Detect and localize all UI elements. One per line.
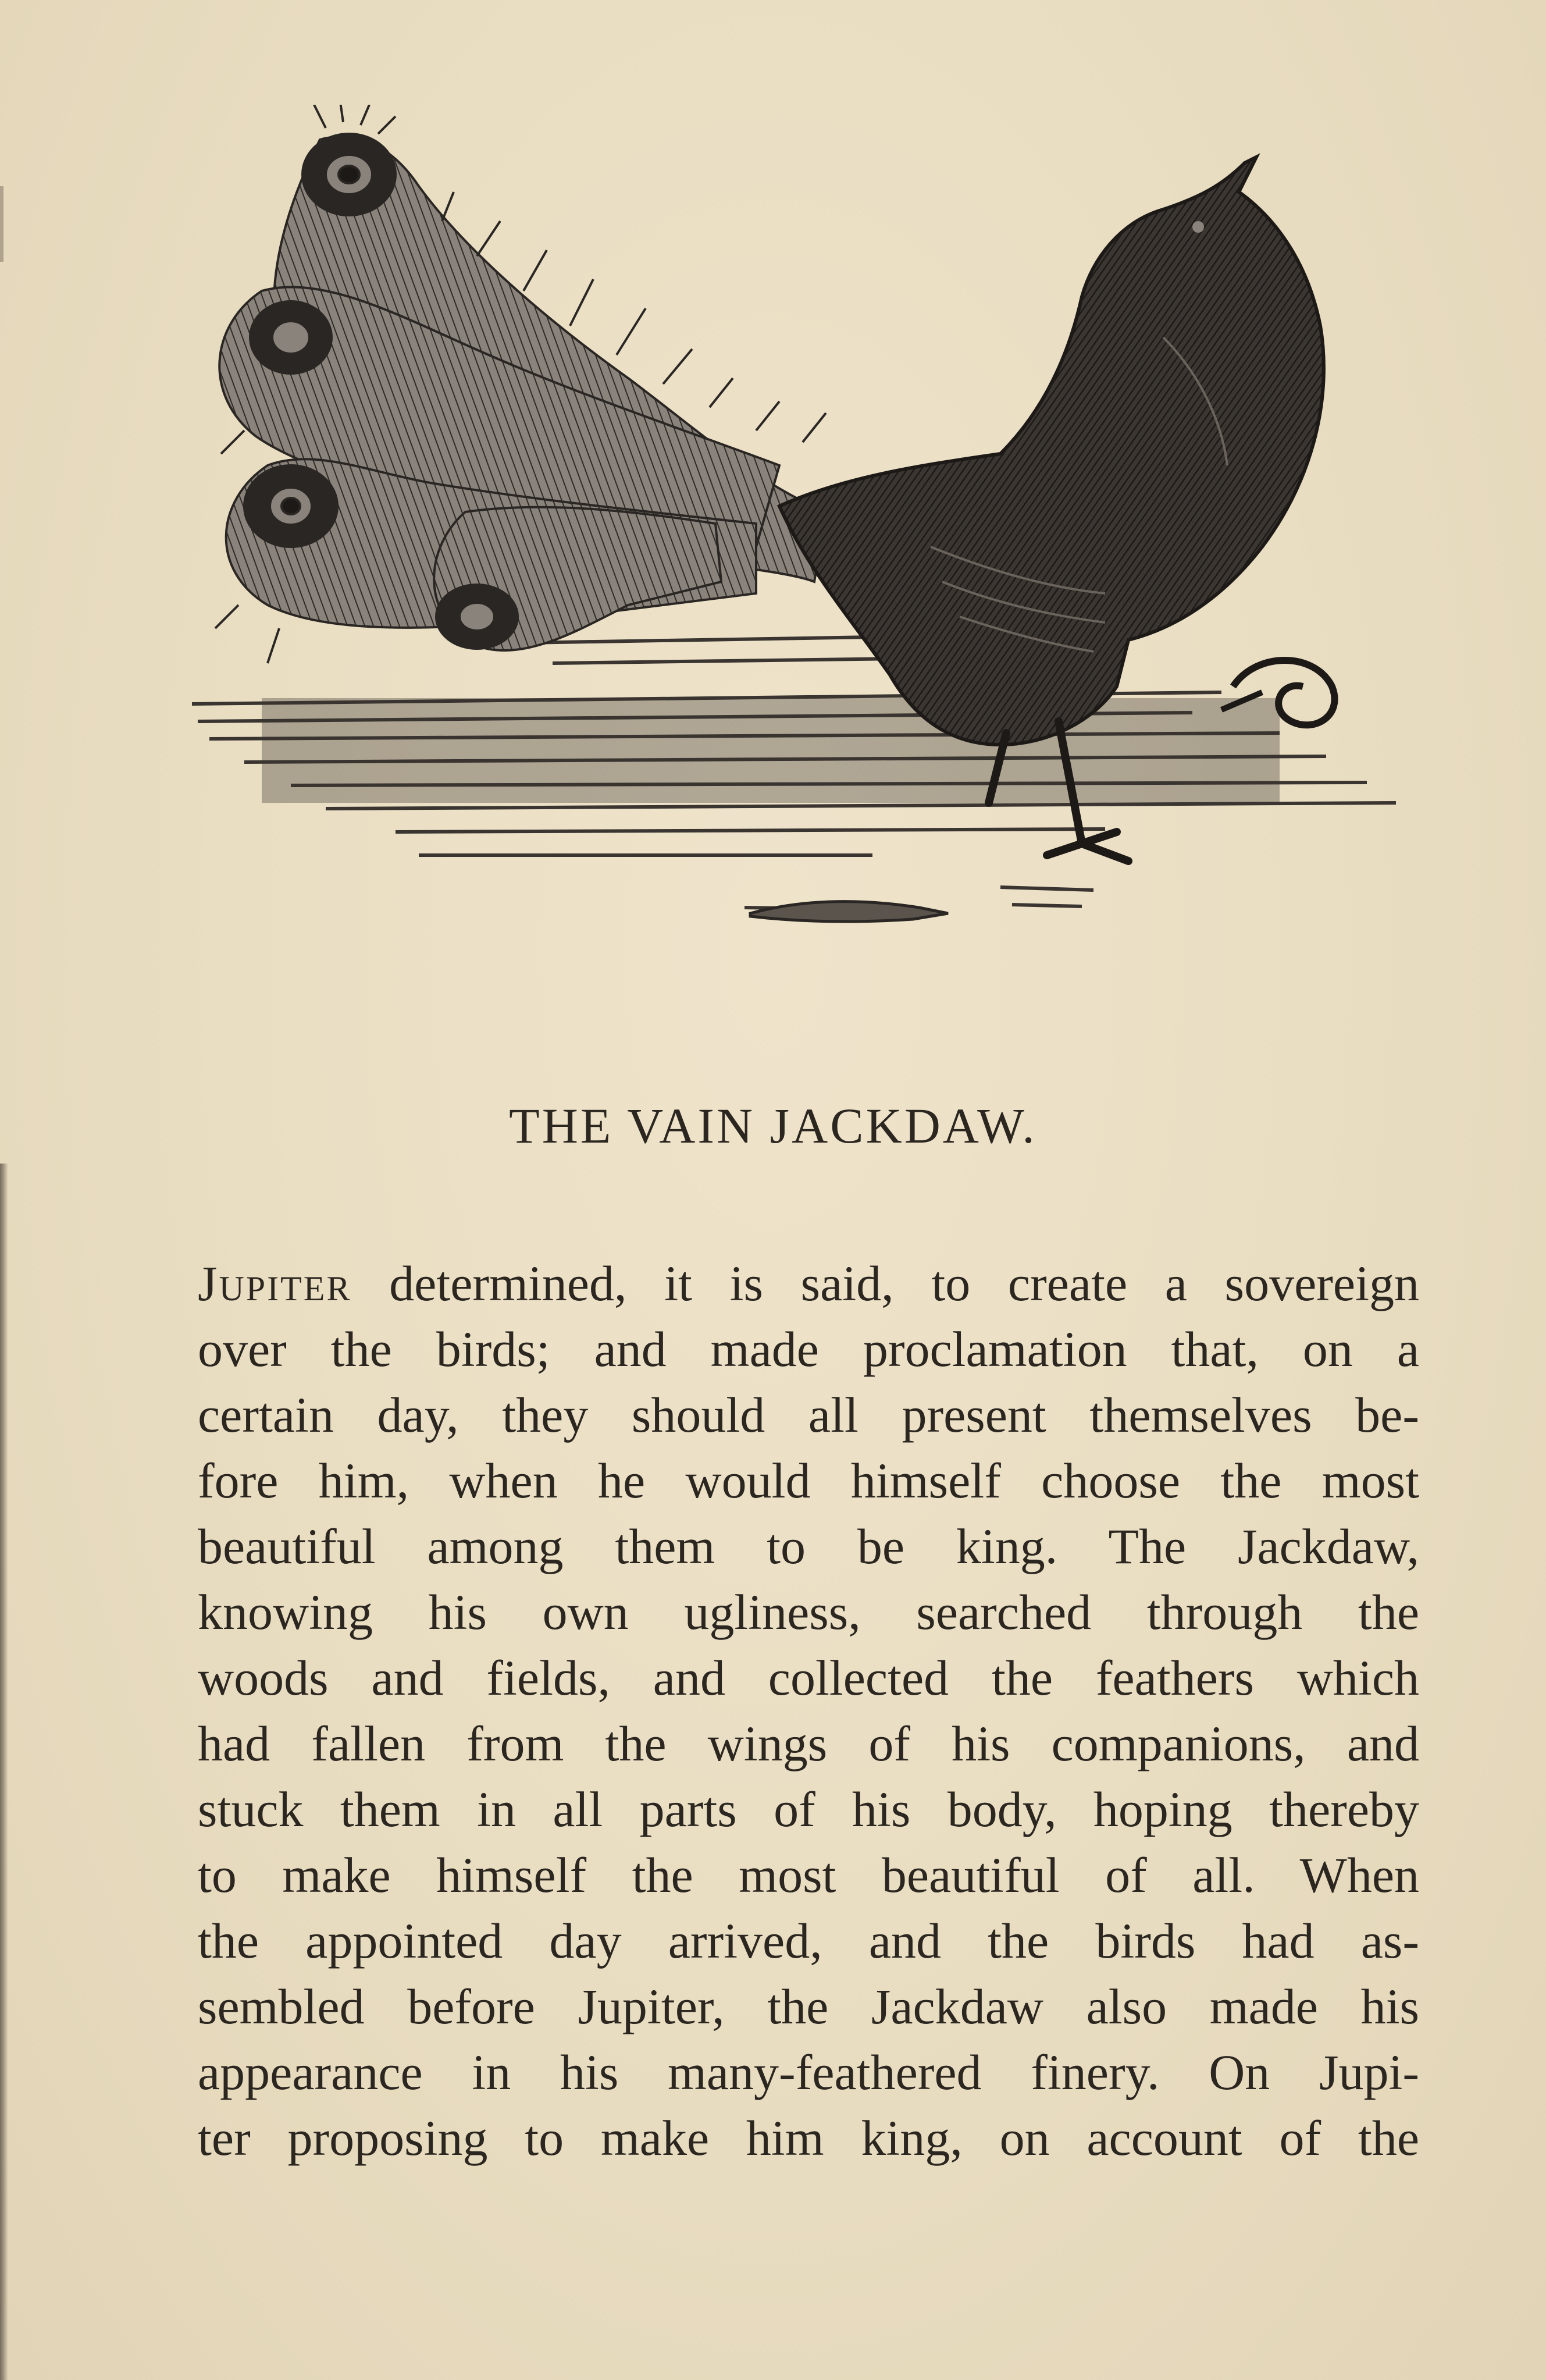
text-line: to make himself the most beautiful of all. When: [198, 1847, 1419, 1903]
text-line: the appointed day arrived, and the birds had as-: [198, 1913, 1419, 1969]
text-line: fore him, when he would himself choose the most: [198, 1453, 1419, 1509]
drop-word: Jupiter: [198, 1255, 352, 1311]
text-line: had fallen from the wings of his companions, and: [198, 1716, 1419, 1771]
text-line: appearance in his many-feathered finery. On Jupi-: [198, 2044, 1419, 2100]
text-line: ter proposing to make him king, on account of the: [198, 2110, 1419, 2166]
text-line: certain day, they should all present themselves be-: [198, 1387, 1419, 1443]
text-line: woods and fields, and collected the feathers which: [198, 1650, 1419, 1706]
text-line: sembled before Jupiter, the Jackdaw also made his: [198, 1979, 1419, 2034]
text-line: Jupiter determined, it is said, to create a sovereign: [198, 1255, 1419, 1311]
peacock-feathers: [219, 134, 826, 650]
text-line: beautiful among them to be king. The Jackdaw,: [198, 1518, 1419, 1574]
story-body: [198, 1251, 1419, 2171]
jackdaw-illustration-icon: [174, 105, 1425, 948]
text-line: stuck them in all parts of his body, hoping thereby: [198, 1781, 1419, 1837]
text-line: knowing his own ugliness, searched through the: [198, 1584, 1419, 1640]
feather-on-ground: [750, 902, 948, 922]
page-binding-shadow: [0, 1164, 8, 2380]
text-line: over the birds; and made proclamation that, on a: [198, 1321, 1419, 1377]
story-title: THE VAIN JACKDAW.: [509, 1098, 1037, 1154]
page-edge-mark: [0, 186, 3, 262]
